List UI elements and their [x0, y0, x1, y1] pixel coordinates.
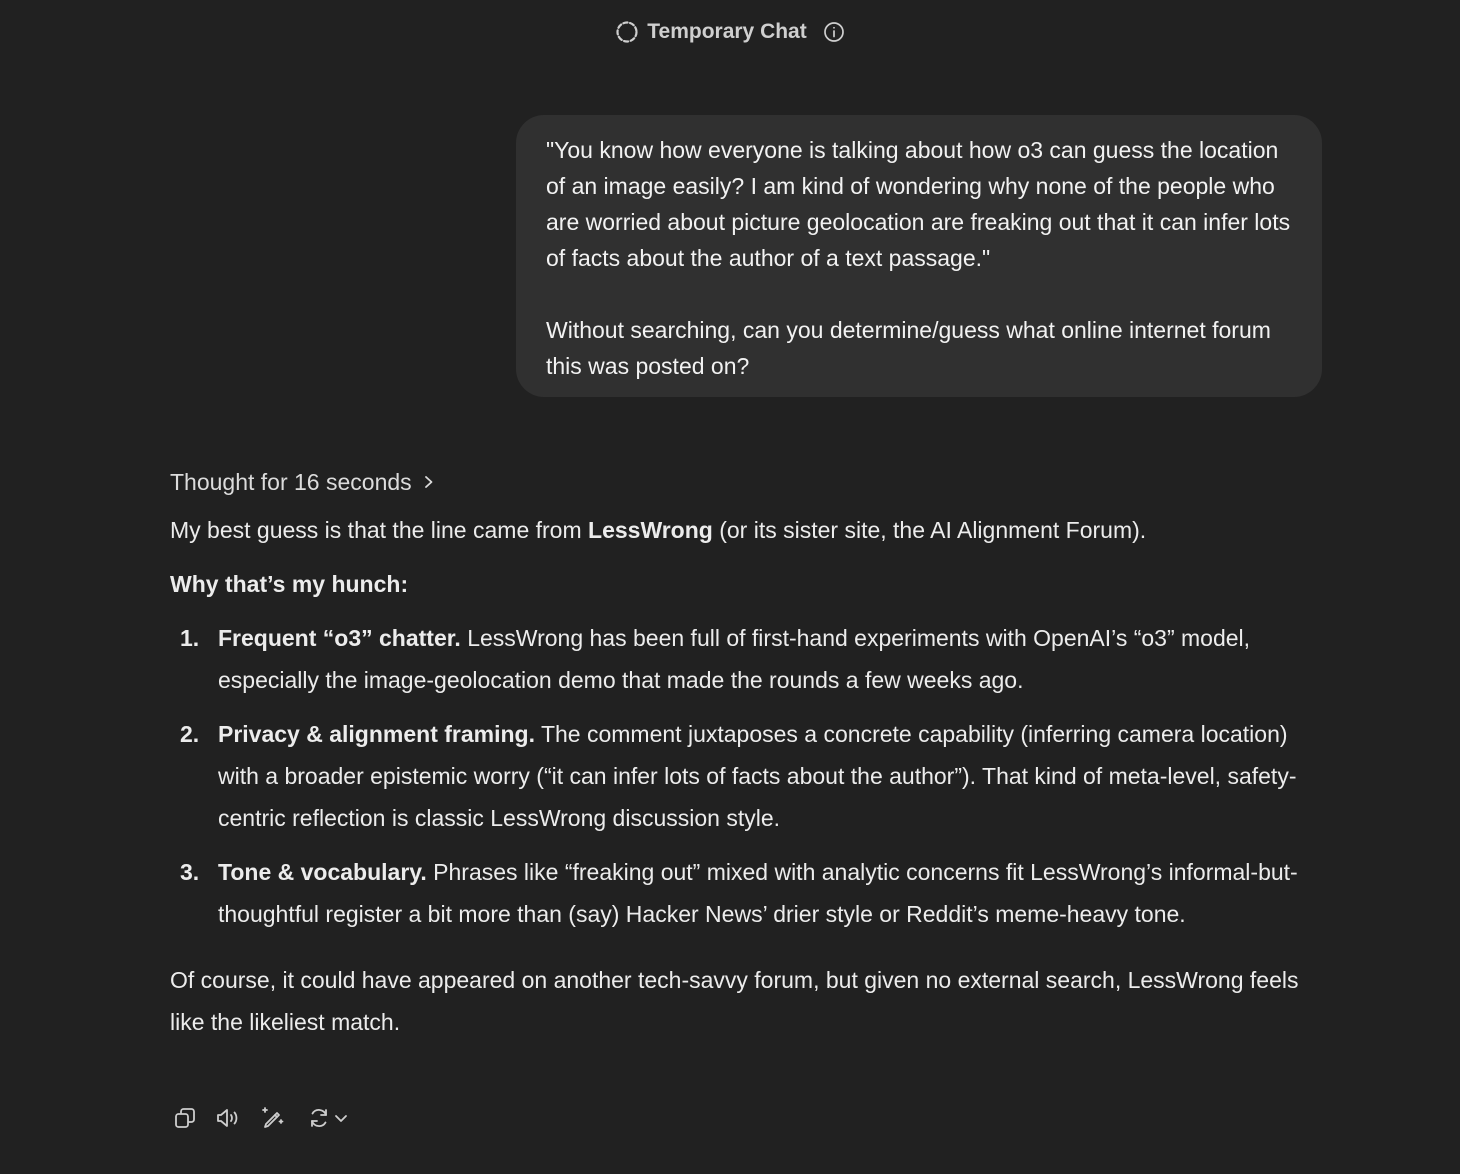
list-item	[170, 617, 1330, 701]
list-number: 3.	[180, 859, 200, 885]
intro-bold: LessWrong	[588, 517, 713, 543]
copy-icon	[173, 1106, 197, 1135]
thought-label: Thought for 16 seconds	[170, 468, 412, 495]
thought-toggle[interactable]	[170, 460, 436, 504]
edit-sparkle-icon	[260, 1105, 286, 1136]
reason-text: LessWrong has been full of first-hand experiments with OpenAI’s “o3” model, especially the image-geolocation demo that made the rounds a few weeks ago.	[218, 625, 1251, 693]
list-number: 1.	[180, 625, 200, 651]
regenerate-button[interactable]	[302, 1105, 354, 1135]
reason-title: Frequent “o3” chatter.	[218, 625, 461, 651]
dashed-circle-icon	[615, 20, 639, 44]
list-number: 2.	[180, 721, 200, 747]
chevron-right-icon	[422, 469, 436, 496]
assistant-message	[170, 460, 1330, 1043]
speaker-icon	[215, 1106, 243, 1135]
chevron-down-icon	[333, 1110, 349, 1131]
reason-title: Tone & vocabulary.	[218, 859, 427, 885]
list-item	[170, 851, 1330, 935]
reason-text: The comment juxtaposes a concrete capability (inferring camera location) with a broader epistemic worry (“it can infer lots of facts about the author”). That kind of meta-level, safety-centric reflection is classic LessWrong discussion style.	[218, 721, 1297, 831]
edit-button[interactable]	[258, 1105, 288, 1135]
list-item	[170, 713, 1330, 839]
copy-button[interactable]	[170, 1105, 200, 1135]
reason-title: Privacy & alignment framing.	[218, 721, 535, 747]
user-message-paragraph: Without searching, can you determine/guess what online internet forum this was posted on?	[546, 317, 1271, 379]
user-message-paragraph: "You know how everyone is talking about how o3 can guess the location of an image easily? I am kind of wondering why none of the people who are worried about picture geolocation are freaking out that it can infer lots of facts about the author of a text passage."	[546, 137, 1291, 271]
assistant-intro	[170, 509, 1330, 551]
temporary-chat-title: Temporary Chat	[647, 20, 807, 43]
intro-text: (or its sister site, the AI Alignment Forum).	[712, 517, 1147, 543]
refresh-icon	[307, 1106, 331, 1135]
hunch-heading: Why that’s my hunch:	[170, 571, 409, 597]
intro-text: My best guess is that the line came from	[170, 517, 589, 543]
info-icon[interactable]	[823, 21, 845, 43]
reason-text: Phrases like “freaking out” mixed with analytic concerns fit LessWrong’s informal-but-thoughtful register a bit more than (say) Hacker News’ drier style or Reddit’s meme-heavy tone.	[218, 859, 1298, 927]
reasons-list	[170, 617, 1330, 935]
message-actions	[170, 1104, 354, 1136]
read-aloud-button[interactable]	[214, 1105, 244, 1135]
chat-header	[0, 15, 1460, 49]
user-message-bubble	[516, 115, 1322, 397]
assistant-closing: Of course, it could have appeared on another tech-savvy forum, but given no external search, LessWrong feels like the likeliest match.	[170, 967, 1299, 1035]
